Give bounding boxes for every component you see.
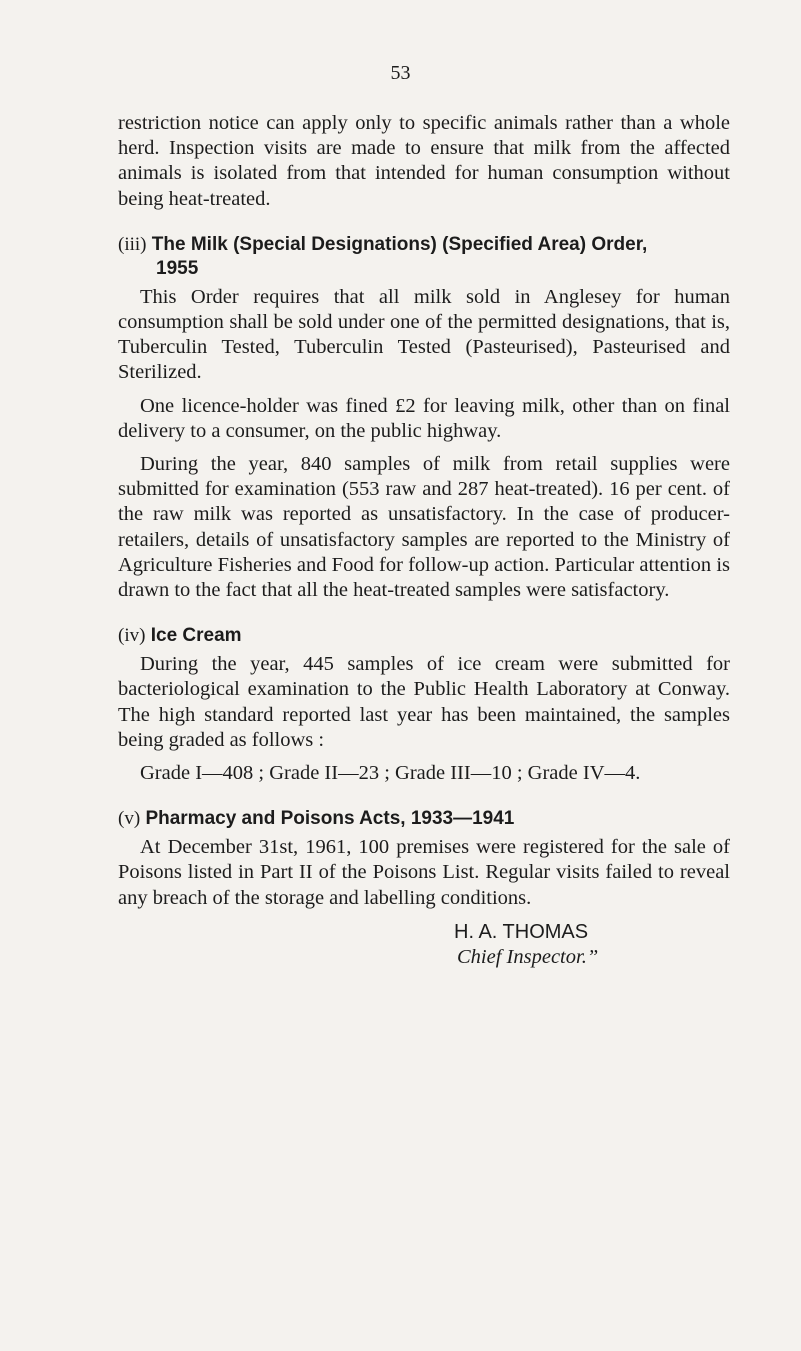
section-heading-ice-cream	[118, 624, 730, 648]
ice-cream-grades: Grade I—408 ; Grade II—23 ; Grade III—10 ; Grade IV—4.	[140, 762, 641, 785]
signature-block	[118, 919, 730, 970]
ice-cream-paragraph: During the year, 445 samples of ice cream were submitted for bacteriological examination to the Public Health Laboratory at Conway. The high standard reported last year has been maintained, the samples being graded as follows :	[118, 653, 730, 751]
section-number: (iv)	[118, 625, 146, 647]
section-number: (iii)	[118, 233, 147, 255]
section-heading-pharmacy	[118, 807, 730, 831]
milk-order-paragraph: This Order requires that all milk sold in Anglesey for human consumption shall be sold under one of the permitted designations, that is, Tuberculin Tested, Tuberculin Tested (Pasteurised), Pasteurised and Sterilized.	[118, 285, 730, 384]
intro-paragraph: restriction notice can apply only to specific animals rather than a whole herd. Inspection visits are made to ensure that milk from the affected animals is isolated from that intended for human consumption without being heat-treated.	[118, 112, 730, 210]
section-title: Ice Cream	[150, 625, 242, 647]
page-number: 53	[390, 62, 411, 84]
section-title-year: 1955	[156, 257, 199, 279]
section-title: Pharmacy and Poisons Acts, 1933—1941	[145, 808, 515, 830]
signatory-name: H. A. THOMAS	[454, 920, 589, 943]
signatory-title: Chief Inspector.”	[457, 945, 599, 968]
section-heading-milk-order	[118, 233, 730, 281]
milk-samples-paragraph: During the year, 840 samples of milk from retail supplies were submitted for examination (553 raw and 287 heat-treated). 16 per cent. of the raw milk was reported as unsatisfactory. In the case of producer-retailers, details of unsatisfactory samples are reported to the Ministry of Agriculture Fisheries and Food for follow-up action. Particular attention is drawn to the fact that all the heat-treated samples were satisfactory.	[118, 453, 730, 602]
licence-holder-paragraph: One licence-holder was fined £2 for leaving milk, other than on final delivery to a consumer, on the public highway.	[118, 394, 730, 442]
section-title: The Milk (Special Designations) (Specified Area) Order,	[151, 233, 648, 255]
section-number: (v)	[118, 808, 141, 830]
pharmacy-paragraph: At December 31st, 1961, 100 premises were registered for the sale of Poisons listed in Part II of the Poisons List. Regular visits failed to reveal any breach of the storage and labelling conditions.	[118, 836, 730, 909]
page-body	[118, 111, 730, 970]
